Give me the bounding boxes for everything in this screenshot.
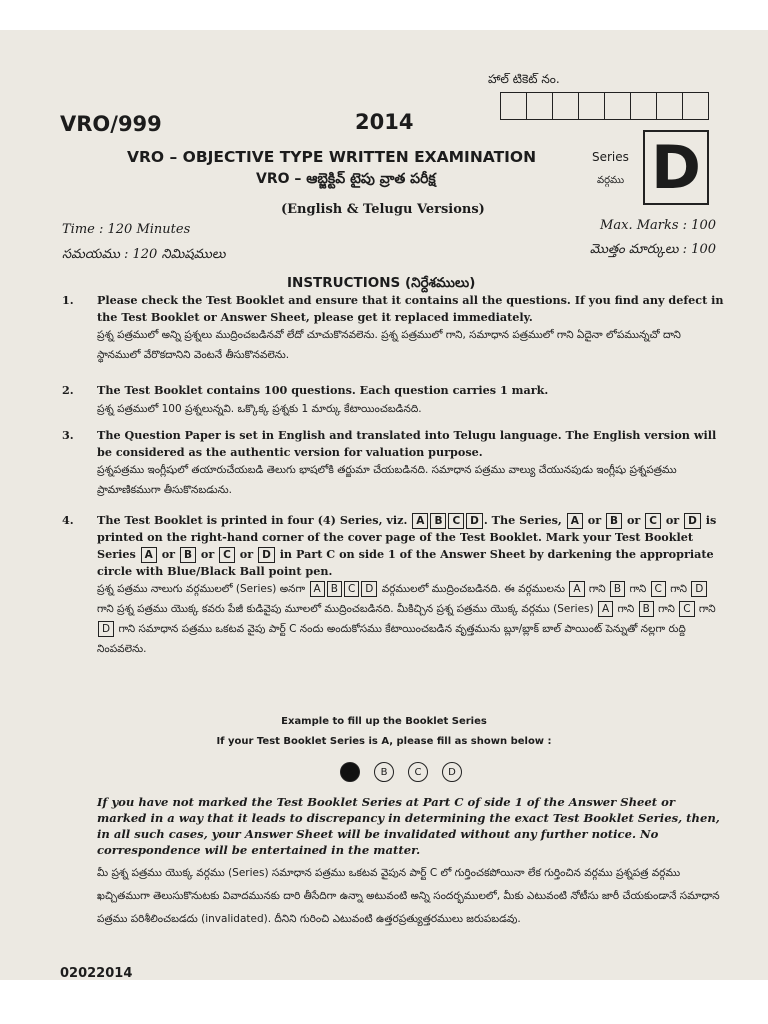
item-number: 4. bbox=[62, 513, 74, 527]
warning-text-english: If you have not marked the Test Booklet Series at Part C of side 1 of the Answer Sheet or marked in a way that it leads to discrepancy in determining the exact Test Booklet Series, then, in all such cases, your Answer Sheet will be invalidated without any further notice. No correspondence will be entertained in the matter. bbox=[97, 795, 720, 857]
hallticket-label: హాల్ టికెట్ నం. bbox=[488, 72, 560, 86]
instruction-item-3 bbox=[62, 427, 724, 500]
footer-code: 02022014 bbox=[60, 966, 133, 980]
item-text-english: The Question Paper is set in English and translated into Telugu language. The English version will be considered as the authentic version for valuation purpose. bbox=[97, 428, 717, 459]
item-text-telugu: ప్రశ్న పత్రములో 100 ప్రశ్నలున్నవి. ఒక్కొక్క ప్రశ్నకు 1 మార్కు కేటాయించబడినది. bbox=[97, 402, 422, 415]
versions-note: (English & Telugu Versions) bbox=[281, 202, 485, 217]
exam-title: VRO – OBJECTIVE TYPE WRITTEN EXAMINATION bbox=[127, 148, 537, 166]
item-text-english: The Test Booklet contains 100 questions. Each question carries 1 mark. bbox=[97, 383, 549, 397]
instructions-heading: INSTRUCTIONS (నిర్దేశములు) bbox=[287, 275, 476, 291]
item-number: 3. bbox=[62, 428, 74, 442]
exam-cover-page bbox=[0, 30, 768, 980]
max-marks: Max. Marks : 100 bbox=[600, 218, 716, 233]
item-text-telugu: ప్రశ్నపత్రము ఇంగ్లీషులో తయారుచేయబడి తెలుగు భాషలోకి తర్జుమా చేయబడినది. సమాధాన పత్రము వాల్యు చేయునపుడు ఇంగ్లీషు ప్రశ్నపత్రము ప్రామాణికముగా తీసుకొనబడును. bbox=[97, 464, 677, 496]
item-text-telugu: ప్రశ్న పత్రములో అన్ని ప్రశ్నలు ముద్రించబడినవో లేదో చూచుకొనవలెను. ప్రశ్న పత్రములో గాని, సమాధాన పత్రములో గాని ఏదైనా లోపమున్నచో దాని స్థానములో వేరొకదానిని వెంటనే తీసుకొనవలెను. bbox=[97, 329, 681, 361]
paper-code: VRO/999 bbox=[60, 112, 162, 136]
bubble-d: D bbox=[442, 762, 462, 782]
series-box: D bbox=[643, 130, 709, 205]
example-subtitle: If your Test Booklet Series is A, please fill as shown below : bbox=[216, 736, 552, 747]
bubble-b: B bbox=[374, 762, 394, 782]
item-text-english: Please check the Test Booklet and ensure that it contains all the questions. If you find any defect in the Test Booklet or Answer Sheet, please get it replaced immediately. bbox=[97, 293, 724, 324]
instruction-item-2 bbox=[62, 382, 724, 419]
hallticket-boxes bbox=[500, 92, 709, 120]
exam-year: 2014 bbox=[355, 110, 414, 134]
item-number: 1. bbox=[62, 293, 74, 307]
top-white-strip bbox=[276, 0, 386, 30]
series-label: Series bbox=[592, 150, 629, 164]
example-title: Example to fill up the Booklet Series bbox=[281, 716, 487, 727]
bubble-c: C bbox=[408, 762, 428, 782]
item-number: 2. bbox=[62, 383, 74, 397]
series-label-telugu: వర్గము bbox=[597, 175, 625, 186]
example-bubbles bbox=[340, 762, 462, 782]
time-allowed: Time : 120 Minutes bbox=[62, 222, 191, 237]
max-marks-telugu: మొత్తం మార్కులు : 100 bbox=[589, 242, 716, 257]
time-allowed-telugu: సమయము : 120 నిమిషములు bbox=[62, 247, 226, 262]
item-text-telugu: ప్రశ్న పత్రము నాలుగు వర్గములలో (Series) అనగా A B C D వర్గములలో ముద్రించబడినది. ఈ వర్గములను A గాని B గాని C గాని D గాని ప్రశ్న పత్రము యొక్క కవరు పేజీ కుడివైపు మూలలో ముద్రించబడినది. మీకిచ్చిన ప్రశ్న పత్రము యొక్క వర్గము (Series) A గాని B గాని C గాని D గాని సమాధాన పత్రము ఒకటవ వైపు పార్ట్ C నందు అందుకోసము కేటాయించబడిన వృత్తమును బ్లూ/బ్లాక్ బాల్ పాయింట్ పెన్నుతో నల్లగా రుద్ది నింపవలెను. bbox=[97, 583, 716, 655]
instruction-item-4 bbox=[62, 512, 724, 659]
bubble-a-filled: A bbox=[340, 762, 360, 782]
item-text-english: The Test Booklet is printed in four (4) Series, viz. A B C D . The Series, A or B or C or D is printed on the right-hand corner of the cover page of the Test Booklet. Mark your Test Booklet Series A or B or C or D in Part C on side 1 of the Answer Sheet by darkening the appropriate circle with Blue/Black Ball point pen. bbox=[97, 513, 717, 578]
instruction-item-1 bbox=[62, 292, 724, 365]
exam-title-telugu: VRO – ఆబ్జెక్టివ్ టైపు వ్రాత పరీక్ష bbox=[256, 171, 436, 187]
warning-text-telugu: మీ ప్రశ్న పత్రము యొక్క వర్గము (Series) సమాధాన పత్రము ఒకటవ వైపున పార్ట్ C లో గుర్తించకపోయినా లేక గుర్తించిన వర్గము ప్రశ్నపత్ర వర్గము ఖచ్చితముగా తెలుసుకొనుటకు వివాదమునకు దారి తీసేదిగా ఉన్నా అటువంటి అన్ని సందర్భములలో, మీకు ఎటువంటి నోటీసు జారీ చేయకుండానే సమాధాన పత్రము పరిశీలించబడదు (invalidated). దీనిని గురించి ఎటువంటి ఉత్తరప్రత్యుత్తరములు జరుపబడవు. bbox=[97, 867, 720, 925]
